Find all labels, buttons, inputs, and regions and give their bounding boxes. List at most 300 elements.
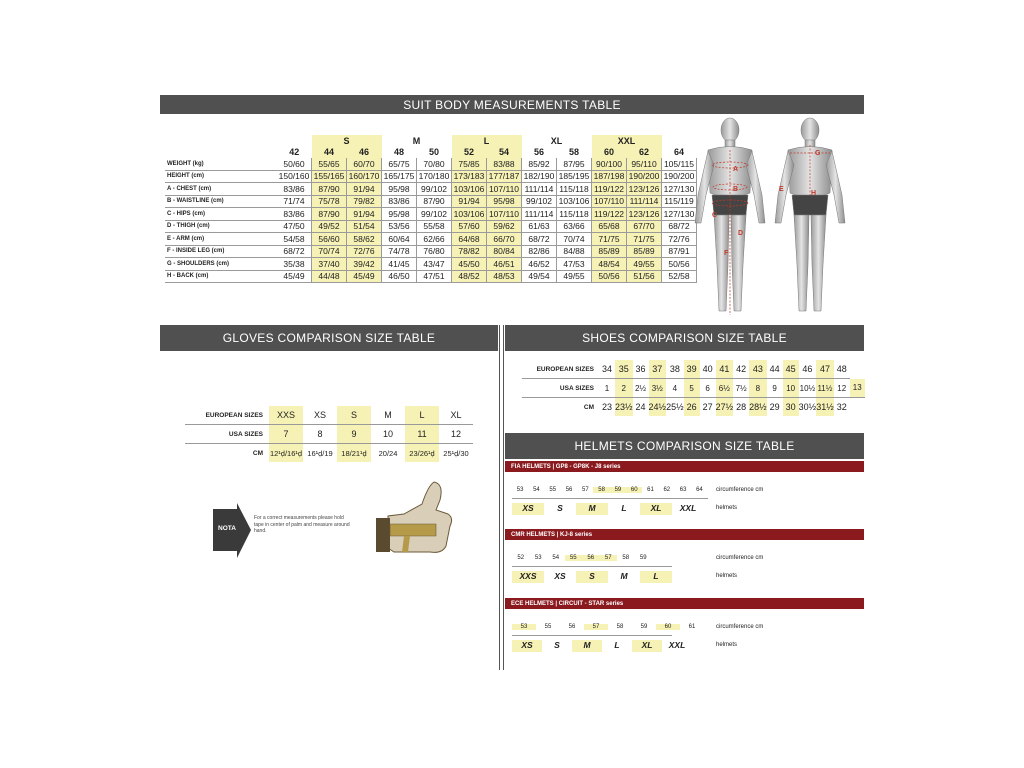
- circumference-value: 58: [616, 624, 624, 630]
- table-cell: 8: [749, 379, 767, 398]
- table-cell: 2½: [633, 379, 649, 398]
- table-cell: 7½: [733, 379, 749, 398]
- table-cell: 57/60: [452, 220, 487, 233]
- figure-letter-h: H: [811, 190, 817, 197]
- table-cell: 24: [635, 402, 646, 412]
- table-cell: 70/74: [557, 233, 592, 246]
- suit-size-header: 52: [452, 147, 487, 159]
- table-cell: 7: [269, 425, 303, 444]
- row-label: B - WAISTLINE (cm): [165, 195, 277, 208]
- circumference-value: 60: [656, 624, 680, 630]
- helmet-circumference-row: [512, 487, 708, 493]
- figure-letter-a: A: [733, 166, 739, 173]
- table-cell: 12: [834, 379, 850, 398]
- table-cell: 185/195: [557, 170, 592, 183]
- table-cell: 52/58: [662, 270, 697, 283]
- table-cell: 74/78: [382, 245, 417, 258]
- circumference-label: circumference cm: [716, 487, 764, 493]
- table-cell: S: [337, 406, 371, 425]
- table-row: [165, 270, 697, 283]
- table-cell: 66/70: [487, 233, 522, 246]
- circumference-value: 57: [584, 624, 608, 630]
- table-cell: 41/45: [382, 258, 417, 271]
- table-cell: 20/24: [378, 448, 398, 458]
- suit-title-bar: [160, 95, 864, 114]
- table-cell: 107/110: [487, 183, 522, 196]
- shoes-title: SHOES COMPARISON SIZE TABLE: [582, 331, 787, 345]
- table-cell: 150/160: [277, 170, 312, 183]
- table-cell: 170/180: [417, 170, 452, 183]
- circumference-value: 61: [647, 487, 654, 493]
- suit-size-header: 56: [533, 147, 544, 158]
- table-cell: 115/118: [557, 208, 592, 221]
- table-cell: 23: [601, 402, 612, 412]
- table-cell: M: [371, 406, 405, 425]
- table-cell: 28: [736, 402, 747, 412]
- nota-text: For a correct measurements please hold tape in center of palm and measure around hand.: [254, 515, 350, 534]
- table-cell: 103/106: [452, 183, 487, 196]
- table-cell: 43: [749, 360, 767, 379]
- table-cell: 50/56: [662, 258, 697, 271]
- table-cell: 54/58: [277, 233, 312, 246]
- table-row: [165, 245, 697, 258]
- table-cell: 165/175: [382, 170, 417, 183]
- table-cell: 31½: [816, 398, 834, 417]
- table-cell: 47/50: [277, 220, 312, 233]
- row-label: C - HIPS (cm): [165, 208, 277, 221]
- table-cell: 35: [615, 360, 633, 379]
- table-cell: 83/86: [382, 195, 417, 208]
- table-cell: 127/130: [662, 183, 697, 196]
- suit-group-label: XXL: [592, 135, 662, 147]
- helmet-size-value: S: [557, 503, 563, 513]
- table-cell: 45/49: [347, 270, 382, 283]
- table-cell: 32: [836, 402, 847, 412]
- circumference-value: 53: [534, 555, 542, 561]
- circumference-value: 57: [600, 555, 618, 561]
- table-cell: 27½: [716, 398, 734, 417]
- table-cell: 103/106: [452, 208, 487, 221]
- helmet-size-value: XS: [512, 640, 542, 652]
- table-cell: 42: [733, 360, 749, 379]
- table-cell: 47/51: [417, 270, 452, 283]
- table-cell: 80/84: [487, 245, 522, 258]
- circumference-value: 55: [565, 555, 583, 561]
- table-cell: 48: [834, 360, 850, 379]
- table-cell: 55/58: [417, 220, 452, 233]
- helmets-label: helmets: [716, 505, 738, 511]
- table-cell: 160/170: [347, 170, 382, 183]
- table-cell: 70/74: [312, 245, 347, 258]
- table-cell: 91/94: [452, 195, 487, 208]
- table-cell: 45: [783, 360, 799, 379]
- table-cell: 29: [769, 402, 780, 412]
- circumference-value: 56: [568, 624, 576, 630]
- table-cell: 61/63: [522, 220, 557, 233]
- table-cell: 123/126: [627, 183, 662, 196]
- table-cell: 85/89: [592, 245, 627, 258]
- table-cell: 60/70: [347, 158, 382, 170]
- table-cell: 71/74: [277, 195, 312, 208]
- table-cell: 95/98: [487, 195, 522, 208]
- table-cell: 72/76: [347, 245, 382, 258]
- circumference-label: circumference cm: [716, 624, 764, 630]
- table-cell: 3½: [649, 379, 667, 398]
- circumference-value: 62: [663, 487, 671, 493]
- table-cell: 62/66: [417, 233, 452, 246]
- table-cell: 40: [700, 360, 716, 379]
- table-cell: 50/56: [592, 270, 627, 283]
- table-cell: 95/98: [382, 183, 417, 196]
- table-cell: 49/52: [312, 220, 347, 233]
- table-cell: 70/80: [417, 158, 452, 170]
- circumference-value: 63: [679, 487, 687, 493]
- helmets-label: helmets: [716, 642, 738, 648]
- table-cell: 9: [767, 379, 783, 398]
- table-cell: 71/75: [627, 233, 662, 246]
- suit-size-header: 60: [592, 147, 627, 159]
- suit-size-header: 58: [568, 147, 579, 158]
- helmet-size-value: S: [554, 640, 560, 650]
- table-cell: 107/110: [487, 208, 522, 221]
- gloves-title: GLOVES COMPARISON SIZE TABLE: [222, 331, 436, 345]
- table-cell: 190/200: [662, 170, 697, 183]
- table-cell: 82/86: [522, 245, 557, 258]
- circumference-value: 53: [516, 487, 524, 493]
- row-label: CM: [252, 449, 263, 457]
- table-cell: 48/52: [452, 270, 487, 283]
- circumference-value: 59: [610, 487, 626, 493]
- body-figures-illustration: [690, 115, 860, 325]
- circumference-value: 55: [549, 487, 557, 493]
- gloves-table-wrap: [185, 406, 473, 462]
- table-cell: 49/54: [522, 270, 557, 283]
- table-cell: 2: [615, 379, 633, 398]
- row-label: EUROPEAN SIZES: [522, 360, 599, 379]
- table-cell: 87/90: [417, 195, 452, 208]
- helmet-size-value: L: [640, 571, 672, 583]
- helmet-size-row: [512, 571, 672, 583]
- circumference-label: circumference cm: [716, 555, 764, 561]
- circumference-value: 57: [581, 487, 589, 493]
- circumference-value: 59: [639, 555, 647, 561]
- table-cell: 87/90: [312, 208, 347, 221]
- table-cell: 78/82: [452, 245, 487, 258]
- helmet-size-row: [512, 503, 704, 515]
- table-cell: 190/200: [627, 170, 662, 183]
- table-cell: 107/110: [592, 195, 627, 208]
- figure-letter-d: D: [738, 230, 744, 237]
- table-cell: 37/40: [312, 258, 347, 271]
- table-cell: 99/102: [417, 208, 452, 221]
- table-cell: XS: [303, 406, 337, 425]
- table-cell: 4: [666, 379, 684, 398]
- center-divider: [499, 325, 500, 670]
- table-cell: 35/38: [277, 258, 312, 271]
- table-cell: 99/102: [417, 183, 452, 196]
- table-cell: 83/88: [487, 158, 522, 170]
- table-cell: 23½: [615, 398, 633, 417]
- suit-size-header: 50: [428, 147, 439, 158]
- table-row: [165, 195, 697, 208]
- row-label: F - INSIDE LEG (cm): [165, 245, 277, 258]
- table-cell: 95/98: [382, 208, 417, 221]
- table-cell: 10½: [799, 379, 817, 398]
- row-label: G - SHOULDERS (cm): [165, 258, 277, 271]
- table-cell: 43/47: [417, 258, 452, 271]
- table-cell: 65/75: [382, 158, 417, 170]
- helmet-circumference-row: [512, 555, 652, 561]
- circumference-value: 59: [640, 624, 648, 630]
- table-cell: 47: [816, 360, 834, 379]
- helmet-size-value: S: [576, 571, 608, 583]
- table-cell: 10: [371, 425, 405, 444]
- helmet-section-title: FIA HELMETS | GP8 - GP8K - J8 series: [511, 463, 621, 470]
- table-cell: 34: [599, 360, 615, 379]
- table-cell: 65/68: [592, 220, 627, 233]
- figure-letter-b: B: [733, 186, 739, 193]
- table-row: [185, 406, 473, 425]
- helmet-size-value: XL: [632, 640, 662, 652]
- table-cell: 71/75: [592, 233, 627, 246]
- table-row: [165, 183, 697, 196]
- table-row: [165, 208, 697, 221]
- table-cell: 111/114: [522, 183, 557, 196]
- table-cell: 11½: [816, 379, 834, 398]
- suit-size-header: 46: [347, 147, 382, 159]
- table-row: [522, 360, 865, 379]
- table-cell: 45/50: [452, 258, 487, 271]
- table-cell: 8: [303, 425, 337, 444]
- helmet-row-divider: [512, 498, 708, 499]
- table-row: [165, 220, 697, 233]
- table-cell: 87/95: [557, 158, 592, 170]
- table-cell: 26: [684, 398, 700, 417]
- table-cell: 9: [337, 425, 371, 444]
- helmet-row-divider: [512, 566, 672, 567]
- table-cell: 50/60: [277, 158, 312, 170]
- circumference-value: 64: [696, 487, 703, 493]
- table-cell: 119/122: [592, 183, 627, 196]
- helmet-size-value: XS: [512, 503, 544, 515]
- center-divider-2: [503, 325, 504, 670]
- table-cell: 177/187: [487, 170, 522, 183]
- table-cell: 55/65: [312, 158, 347, 170]
- row-label: USA SIZES: [185, 425, 269, 444]
- table-cell: 99/102: [522, 195, 557, 208]
- suit-group-label: XL: [550, 135, 563, 146]
- table-cell: 76/80: [417, 245, 452, 258]
- suit-title: SUIT BODY MEASUREMENTS TABLE: [403, 97, 621, 112]
- circumference-value: 54: [552, 555, 560, 561]
- table-cell: 41: [716, 360, 734, 379]
- table-cell: XXS: [269, 406, 303, 425]
- table-cell: 49/55: [627, 258, 662, 271]
- circumference-value: 56: [565, 487, 573, 493]
- table-cell: 46: [799, 360, 817, 379]
- table-cell: 68/72: [277, 245, 312, 258]
- table-cell: 85/92: [522, 158, 557, 170]
- table-cell: 84/88: [557, 245, 592, 258]
- table-cell: 91/94: [347, 183, 382, 196]
- row-label: HEIGHT (cm): [165, 170, 277, 183]
- table-row: [165, 170, 697, 183]
- suit-group-label: M: [412, 135, 421, 146]
- table-cell: 13: [850, 379, 865, 398]
- suit-size-header: 44: [312, 147, 347, 159]
- circumference-value: 54: [533, 487, 540, 493]
- table-cell: 111/114: [522, 208, 557, 221]
- helmet-size-value: M: [576, 503, 608, 515]
- row-label: WEIGHT (kg): [165, 158, 277, 170]
- table-cell: 60/64: [382, 233, 417, 246]
- table-cell: 38: [666, 360, 684, 379]
- circumference-value: 60: [626, 487, 642, 493]
- table-cell: 12¹ḍ/16¹ḍ: [269, 444, 303, 463]
- suit-group-spacer: [165, 135, 277, 147]
- table-cell: 12: [439, 425, 473, 444]
- table-row: [165, 233, 697, 246]
- row-label: EUROPEAN SIZES: [185, 406, 269, 425]
- figure-letter-f: F: [724, 250, 729, 257]
- suit-group-label: S: [312, 135, 382, 147]
- table-cell: 72/76: [662, 233, 697, 246]
- table-row: [522, 379, 865, 398]
- helmets-title-bar: [505, 433, 864, 459]
- table-row: [185, 425, 473, 444]
- table-cell: 85/89: [627, 245, 662, 258]
- table-cell: 58/62: [347, 233, 382, 246]
- table-cell: 36: [633, 360, 649, 379]
- row-label: H - BACK (cm): [165, 270, 277, 283]
- hand-measuring-illustration: [374, 480, 454, 555]
- suit-table-wrap: [165, 135, 697, 283]
- suit-table: [165, 135, 697, 283]
- suit-size-header: 54: [487, 147, 522, 159]
- table-cell: 87/90: [312, 183, 347, 196]
- table-cell: 53/56: [382, 220, 417, 233]
- table-cell: 83/86: [277, 183, 312, 196]
- helmet-size-value: L: [621, 503, 627, 513]
- table-cell: 6½: [716, 379, 734, 398]
- table-cell: 51/56: [627, 270, 662, 283]
- table-cell: 155/165: [312, 170, 347, 183]
- helmet-size-value: M: [620, 571, 628, 581]
- suit-size-header: 62: [627, 147, 662, 159]
- figure-letter-c: C: [712, 212, 718, 219]
- table-cell: 75/78: [312, 195, 347, 208]
- table-cell: 173/183: [452, 170, 487, 183]
- table-cell: 115/118: [557, 183, 592, 196]
- table-cell: 83/86: [277, 208, 312, 221]
- helmet-size-value: XXL: [679, 503, 697, 513]
- table-row: [165, 158, 697, 170]
- table-cell: 63/66: [557, 220, 592, 233]
- table-cell: 44/48: [312, 270, 347, 283]
- circumference-value: 58: [622, 555, 630, 561]
- table-cell: 45/49: [277, 270, 312, 283]
- nota-label: NOTA: [218, 525, 236, 532]
- row-label: D - THIGH (cm): [165, 220, 277, 233]
- table-cell: 5: [684, 379, 700, 398]
- row-label: E - ARM (cm): [165, 233, 277, 246]
- row-label: A - CHEST (cm): [165, 183, 277, 196]
- table-cell: 182/190: [522, 170, 557, 183]
- helmet-section-title: CMR HELMETS | KJ-8 series: [511, 531, 593, 538]
- table-row: [522, 398, 865, 417]
- table-cell: 127/130: [662, 208, 697, 221]
- table-cell: 18/21¹ḍ: [337, 444, 371, 463]
- table-cell: 16¹ḍ/19: [307, 448, 333, 458]
- helmet-circumference-row: [512, 624, 704, 630]
- table-cell: 105/115: [662, 158, 697, 170]
- table-cell: 95/110: [627, 158, 662, 170]
- table-cell: 123/126: [627, 208, 662, 221]
- table-cell: 27: [702, 402, 713, 412]
- table-cell: 187/198: [592, 170, 627, 183]
- helmet-size-value: M: [572, 640, 602, 652]
- suit-group-label: L: [452, 135, 522, 147]
- table-cell: 39/42: [347, 258, 382, 271]
- table-cell: 49/55: [557, 270, 592, 283]
- helmet-size-value: XS: [554, 571, 566, 581]
- table-cell: 115/119: [662, 195, 697, 208]
- gloves-table: [185, 406, 473, 462]
- helmet-row-divider: [512, 635, 672, 636]
- table-cell: 46/52: [522, 258, 557, 271]
- shoes-title-bar: [505, 325, 864, 351]
- helmet-section-header: [505, 461, 864, 472]
- helmets-title: HELMETS COMPARISON SIZE TABLE: [574, 439, 795, 453]
- table-cell: 90/100: [592, 158, 627, 170]
- table-cell: 51/54: [347, 220, 382, 233]
- helmet-size-row: [512, 640, 692, 652]
- table-cell: 87/91: [662, 245, 697, 258]
- circumference-value: 56: [582, 555, 600, 561]
- table-cell: 67/70: [627, 220, 662, 233]
- helmet-size-value: L: [614, 640, 620, 650]
- table-cell: 6: [700, 379, 716, 398]
- nota-box: [213, 503, 353, 558]
- table-cell: 103/106: [557, 195, 592, 208]
- table-row: [185, 444, 473, 463]
- table-cell: 79/82: [347, 195, 382, 208]
- suit-size-header: 42: [289, 147, 300, 158]
- table-cell: 11: [405, 425, 439, 444]
- circumference-value: 55: [544, 624, 552, 630]
- table-cell: 1: [599, 379, 615, 398]
- table-cell: 111/114: [627, 195, 662, 208]
- suit-header-spacer: [165, 147, 277, 159]
- table-cell: 47/53: [557, 258, 592, 271]
- circumference-value: 53: [512, 624, 536, 630]
- suit-group-spacer: [277, 135, 312, 147]
- helmet-section-header: [505, 529, 864, 540]
- table-cell: 68/72: [662, 220, 697, 233]
- table-cell: 30: [783, 398, 799, 417]
- gloves-title-bar: [160, 325, 498, 351]
- table-cell: 25½: [666, 402, 684, 412]
- table-cell: 64/68: [452, 233, 487, 246]
- helmet-section-title: ECE HELMETS | CIRCUIT - STAR series: [511, 600, 624, 607]
- circumference-value: 61: [688, 624, 696, 630]
- suit-size-header: 64: [673, 147, 684, 158]
- table-cell: 24½: [649, 398, 667, 417]
- figure-letter-e: E: [779, 186, 784, 193]
- shoes-table: [522, 360, 865, 416]
- row-label: USA SIZES: [522, 379, 599, 398]
- table-row: [165, 258, 697, 271]
